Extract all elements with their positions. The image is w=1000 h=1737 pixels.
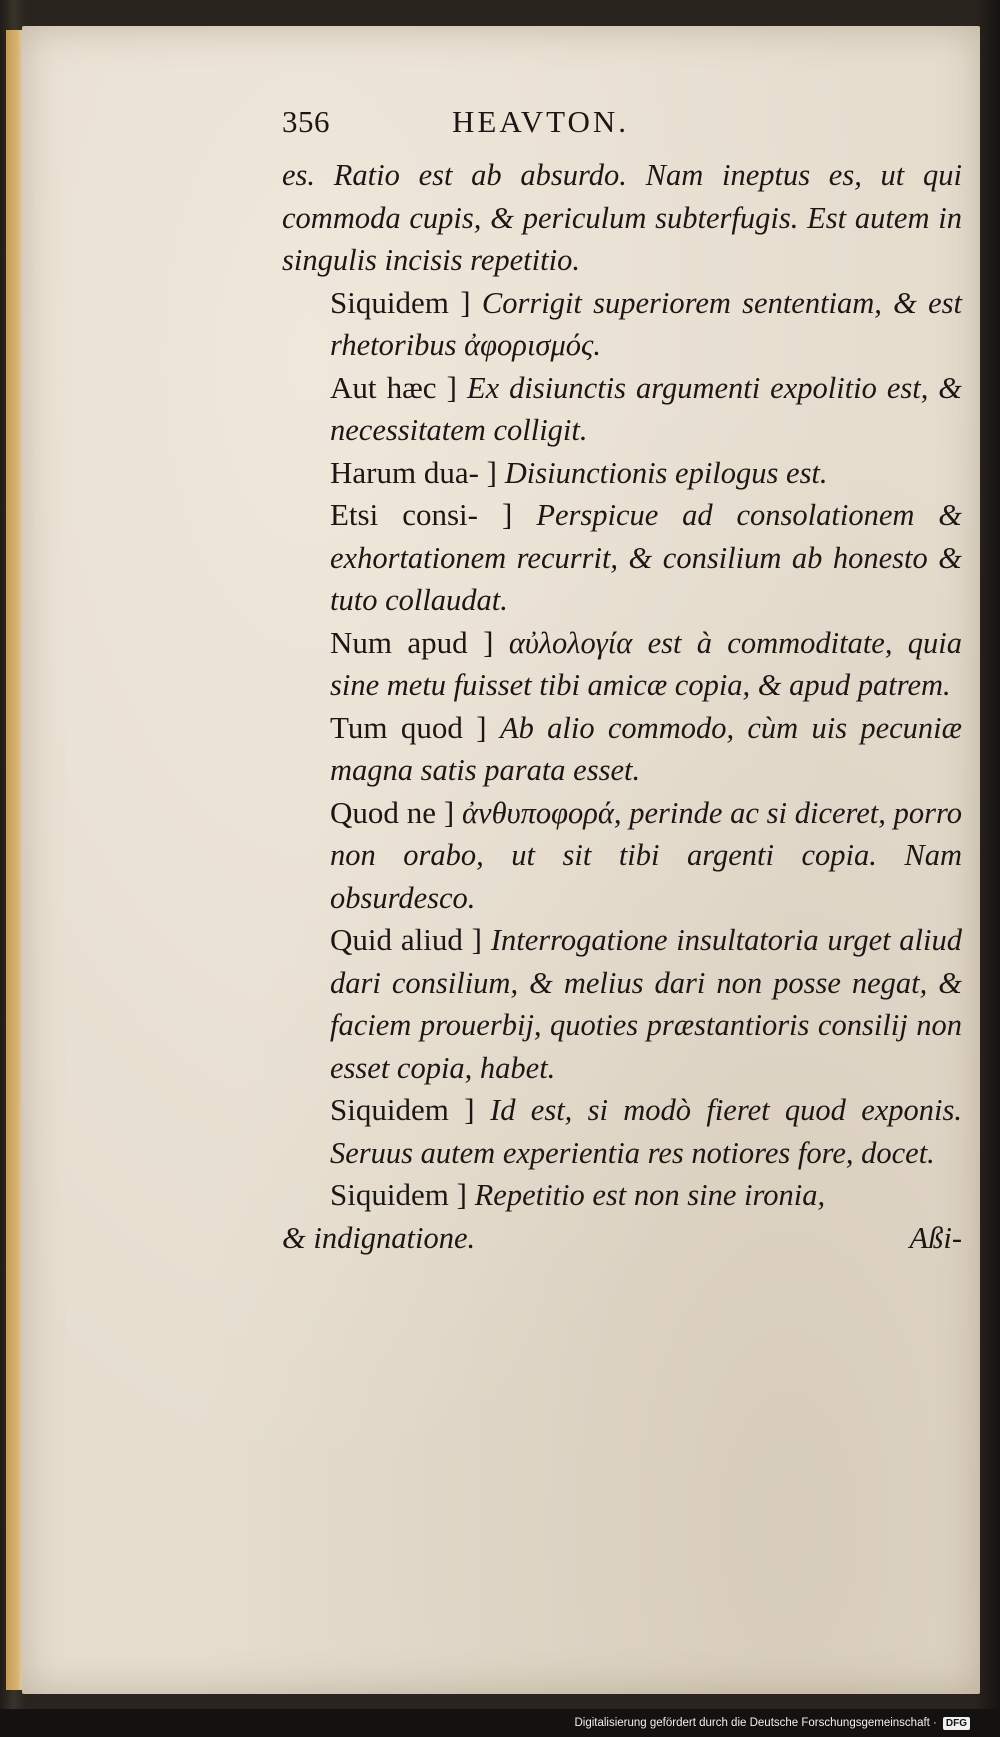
paragraph-10 — [282, 1174, 962, 1217]
last-line-text: & indignatione. — [282, 1220, 476, 1255]
lemma: Siquidem ] — [330, 1177, 467, 1212]
paragraph-2 — [282, 367, 962, 452]
paragraph-7 — [282, 792, 962, 920]
footer-credit: Digitalisierung gefördert durch die Deutsche Forschungsgemeinschaft · — [574, 1717, 937, 1729]
dfg-logo: DFG — [943, 1717, 970, 1730]
lemma: Aut hæc ] — [330, 369, 457, 405]
comment-text: Ex disiunctis argumenti expolitio est, & necessitatem colligit. — [330, 370, 962, 447]
paragraph-9 — [282, 1089, 962, 1174]
lemma: Quid aliud ] — [330, 922, 482, 957]
running-head: HEAVTON. — [452, 104, 630, 139]
lemma: Tum quod ] — [330, 709, 487, 745]
comment-text: ἀνθυποφορά, perinde ac si diceret, porro non orabo, ut sit tibi argenti copia. Nam obsurdesco. — [330, 795, 962, 915]
comment-text: Corrigit superiorem sententiam, & est rhetoribus ἀφορισμός. — [330, 285, 962, 362]
paragraph-1 — [282, 282, 962, 367]
lemma: Num apud ] — [330, 624, 494, 660]
lemma: Siquidem ] — [330, 284, 471, 320]
last-line — [282, 1217, 962, 1260]
lemma: Quod ne ] — [330, 794, 455, 830]
lemma: Harum dua- ] — [330, 454, 497, 490]
lemma: Siquidem ] — [330, 1092, 475, 1127]
paragraph-0 — [282, 154, 962, 282]
paragraph-8 — [282, 919, 962, 1089]
catchword: Aßi- — [909, 1220, 962, 1255]
paragraph-4 — [282, 494, 962, 622]
comment-text: Id est, si modò fieret quod exponis. Seruus autem experientia res notiores fore, docet. — [330, 1093, 963, 1170]
page-header — [282, 104, 962, 154]
comment-text: es. Ratio est ab absurdo. Nam ineptus es, ut qui commoda cupis, & periculum subterfugis. Est autem in singulis incisis repetitio. — [282, 158, 962, 277]
comment-text: αὐλολογία est à commoditate, quia sine metu fuisset tibi amicæ copia, & apud patrem. — [330, 625, 962, 702]
folio-number: 356 — [282, 104, 330, 139]
comment-text: Interrogatione insultatoria urget aliud dari consilium, & melius dari non posse negat, & faciem prouerbij, quoties præstantioris consilij non esset copia, habet. — [330, 923, 963, 1085]
comment-text: Repetitio est non sine ironia, — [474, 1178, 826, 1212]
paragraph-6 — [282, 707, 962, 792]
paragraph-3 — [282, 452, 962, 495]
comment-text: Ab alio commodo, cùm uis pecuniæ magna satis parata esset. — [330, 710, 962, 787]
comment-text: Disiunctionis epilogus est. — [504, 455, 828, 490]
text-block — [282, 104, 962, 1259]
digitization-footer — [0, 1709, 1000, 1737]
lemma: Etsi consi- ] — [330, 497, 513, 532]
comment-text: Perspicue ad consolationem & exhortationem recurrit, & consilium ab honesto & tuto collaudat. — [330, 498, 963, 617]
paragraph-5 — [282, 622, 962, 707]
